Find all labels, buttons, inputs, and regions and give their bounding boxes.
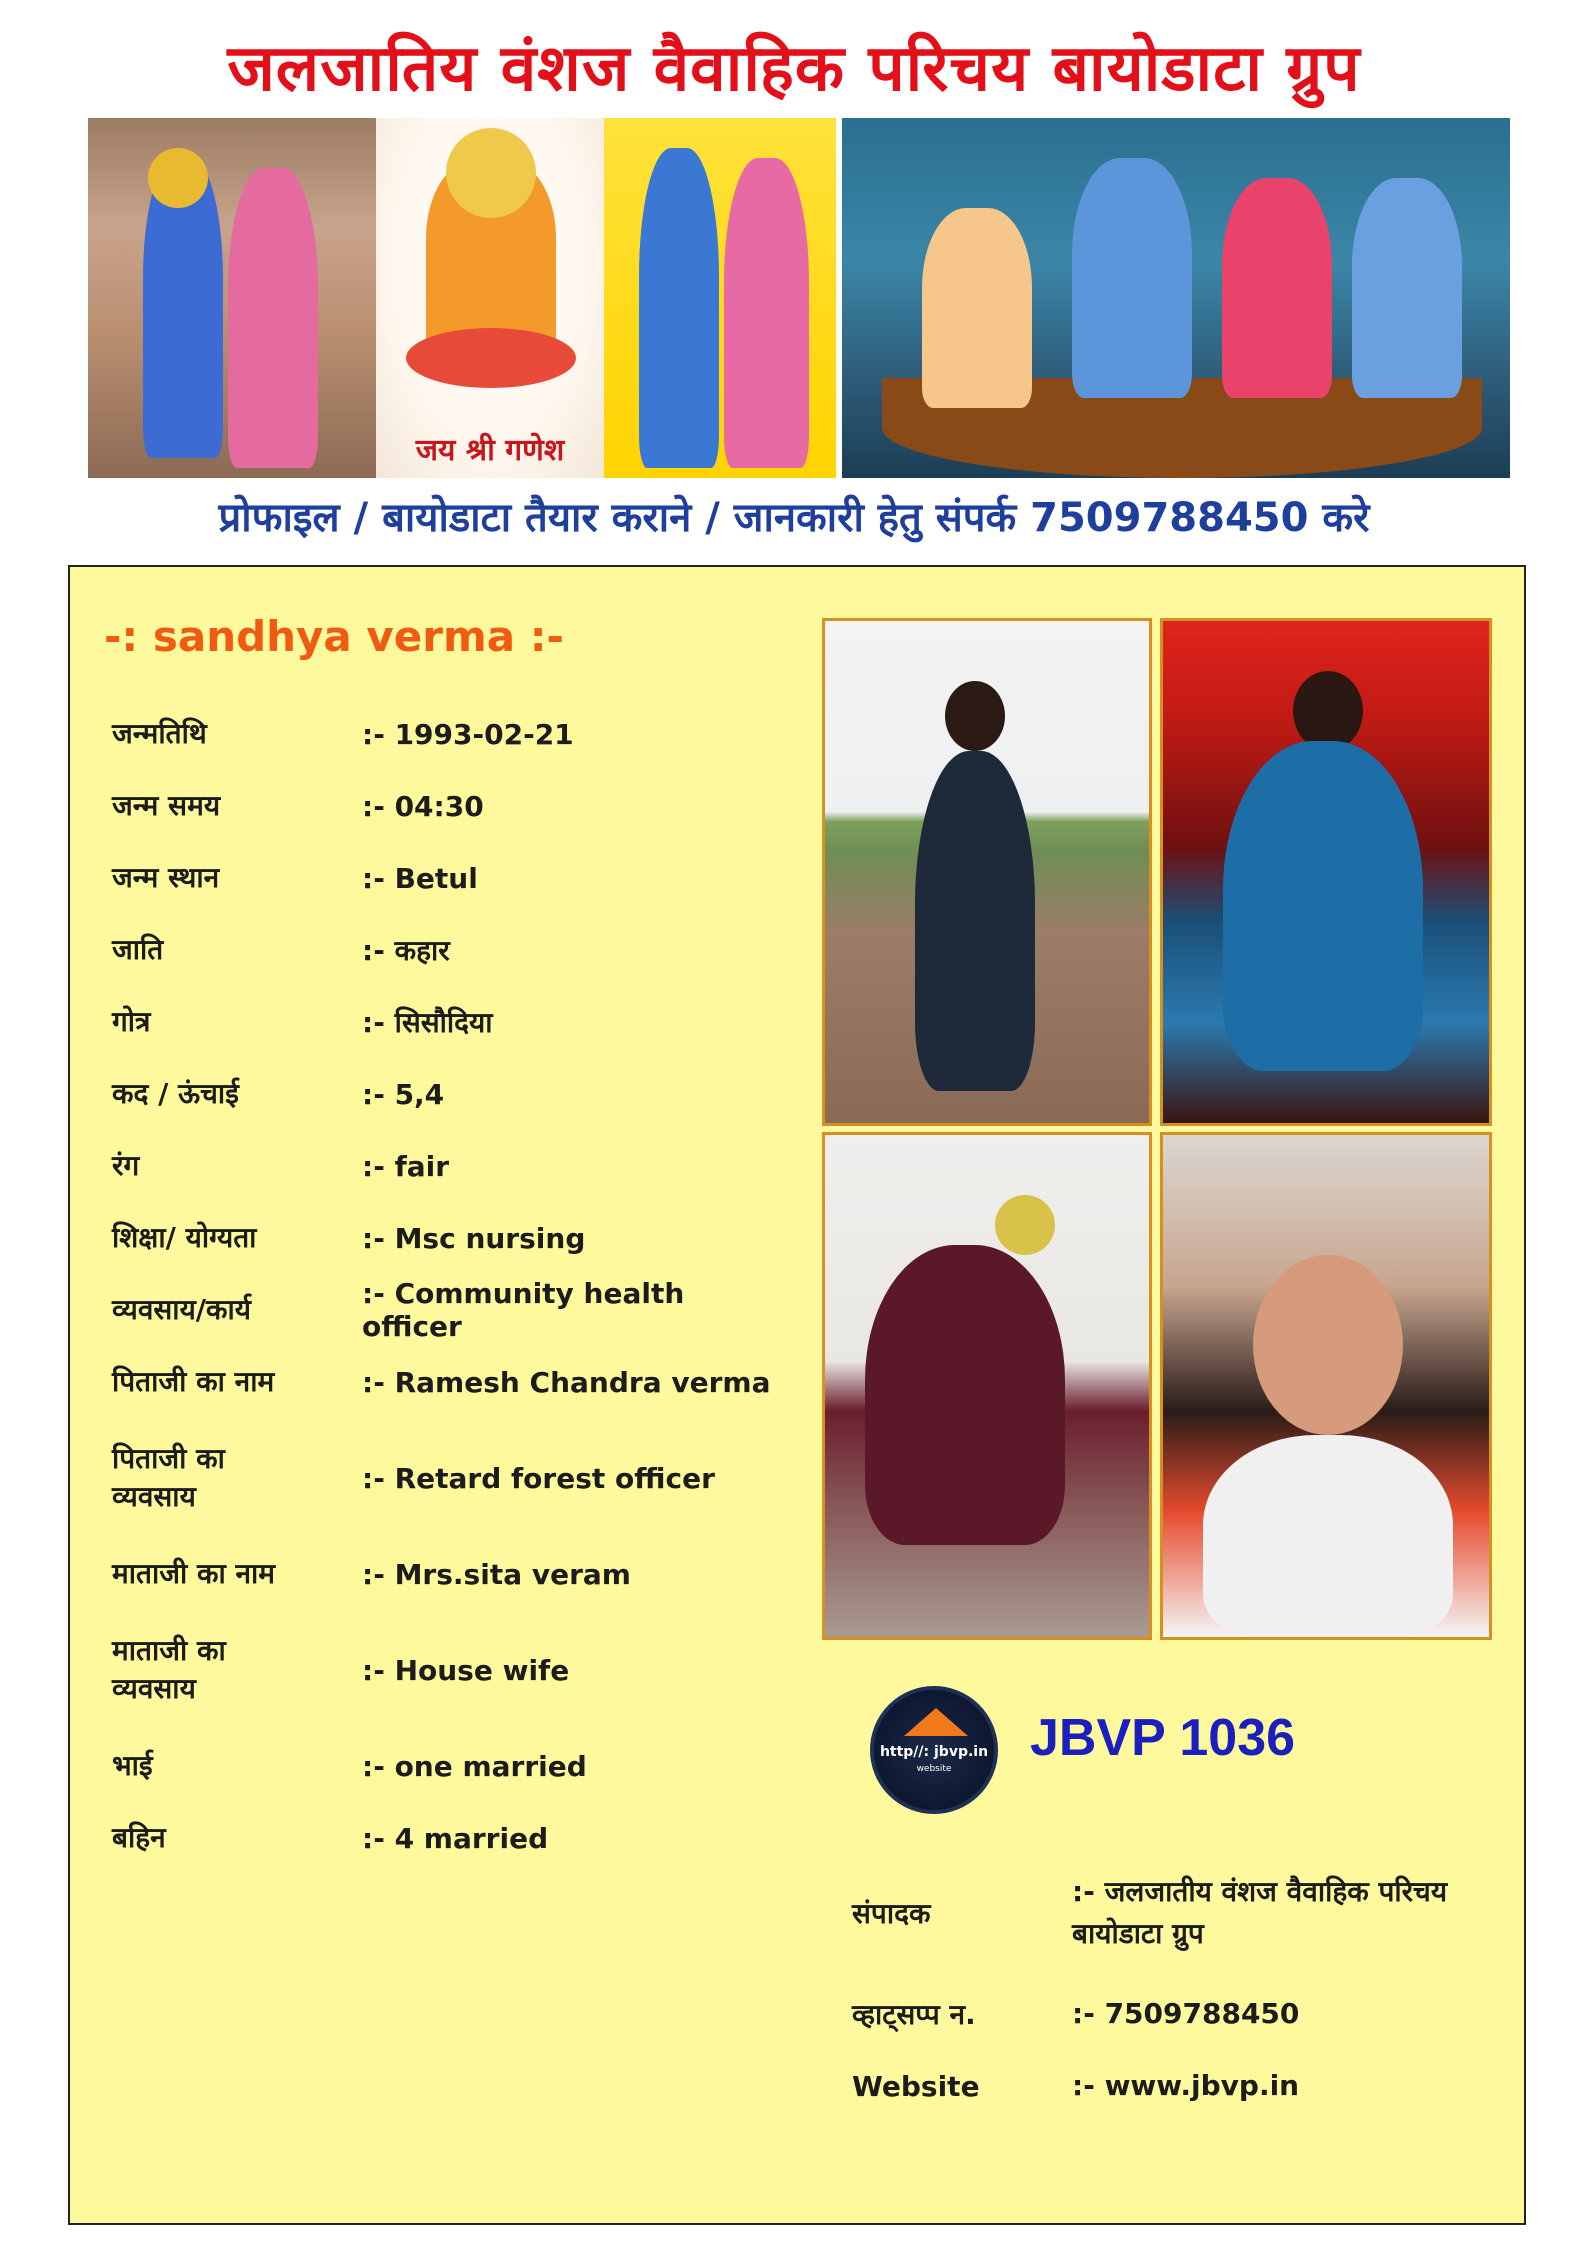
field-label: शिक्षा/ योग्यता: [112, 1221, 257, 1255]
profile-photo: [1160, 1132, 1492, 1640]
field-value: :- 1993-02-21: [362, 717, 574, 751]
field-row: [112, 1730, 792, 1802]
field-value: :- House wife: [362, 1653, 570, 1687]
field-row: [112, 914, 792, 986]
field-value: :- सिसौदिया: [362, 1006, 493, 1039]
banner-image-ganesh: [376, 118, 604, 478]
field-value: :- 4 married: [362, 1821, 549, 1855]
banner: [0, 118, 1588, 478]
logo-sub: website: [916, 1764, 952, 1774]
field-label: पिताजी का व्यवसाय: [112, 1442, 225, 1513]
field-value: :- 04:30: [362, 789, 484, 823]
field-value: :- Betul: [362, 861, 478, 895]
contact-label: व्हाट्सप्प न.: [852, 1998, 976, 2031]
banner-image-ram-sita-wedding: [88, 118, 376, 478]
profile-photo: [1160, 618, 1492, 1126]
contact-label: संपादक: [852, 1897, 931, 1930]
field-label: व्यवसाय/कार्य: [112, 1293, 252, 1327]
field-value: :- Community health officer: [362, 1277, 685, 1343]
field-label: जन्म समय: [112, 789, 221, 823]
field-label: माताजी का नाम: [112, 1557, 276, 1591]
field-label: रंग: [112, 1149, 140, 1183]
field-label: भाई: [112, 1749, 153, 1783]
field-row: [112, 1538, 792, 1610]
banner-image-boat-scene: [842, 118, 1510, 478]
field-row: [112, 1610, 792, 1730]
contact-label: Website: [852, 2069, 980, 2103]
logo-url: http//: jbvp.in: [879, 1744, 989, 1760]
field-value: :- Retard forest officer: [362, 1461, 715, 1495]
ganesh-caption: जय श्री गणेश: [415, 433, 565, 468]
field-value: :- Mrs.sita veram: [362, 1557, 631, 1591]
field-label: माताजी का व्यवसाय: [112, 1634, 226, 1705]
contact-value: :- जलजातीय वंशज वैवाहिक परिचय बायोडाटा ग्रुप: [1072, 1875, 1448, 1950]
field-row: [112, 1274, 792, 1346]
field-label: जाति: [112, 933, 164, 967]
field-value: :- कहार: [362, 934, 450, 967]
field-row: [112, 698, 792, 770]
field-value: :- 5,4: [362, 1077, 445, 1111]
field-row: [112, 1058, 792, 1130]
profile-photo: [822, 618, 1152, 1126]
field-row: [112, 1130, 792, 1202]
profile-fields: [112, 698, 792, 1874]
field-value: :- Ramesh Chandra verma: [362, 1365, 771, 1399]
field-row: [112, 842, 792, 914]
field-label: बहिन: [112, 1821, 166, 1855]
house-icon: [904, 1708, 968, 1736]
field-row: [112, 1802, 792, 1874]
contact-row: [852, 1978, 1472, 2050]
website-logo: [870, 1686, 998, 1814]
field-row: [112, 770, 792, 842]
contact-value: :- 7509788450: [1072, 1997, 1300, 2030]
field-row: [112, 1418, 792, 1538]
field-row: [112, 986, 792, 1058]
field-label: पिताजी का नाम: [112, 1365, 275, 1399]
profile-code: JBVP 1036: [1030, 1709, 1296, 1767]
contact-row: [852, 2050, 1472, 2122]
field-row: [112, 1346, 792, 1418]
field-row: [112, 1202, 792, 1274]
contact-info: [852, 1848, 1472, 2122]
field-value: :- Msc nursing: [362, 1221, 586, 1255]
main-title: जलजातिय वंशज वैवाहिक परिचय बायोडाटा ग्रुप: [227, 32, 1361, 106]
profile-photo: [822, 1132, 1152, 1640]
contact-subtitle: प्रोफाइल / बायोडाटा तैयार कराने / जानकारी हेतु संपर्क 7509788450 करे: [218, 495, 1370, 541]
field-value: :- fair: [362, 1149, 450, 1183]
banner-image-ram-sita: [604, 118, 836, 478]
contact-row: [852, 1848, 1472, 1978]
field-label: जन्म स्थान: [112, 861, 220, 895]
profile-name: -: sandhya verma :-: [104, 612, 564, 661]
field-value: :- one married: [362, 1749, 587, 1783]
field-label: जन्मतिथि: [112, 717, 207, 751]
field-label: गोत्र: [112, 1005, 151, 1039]
field-label: कद / ऊंचाई: [112, 1077, 239, 1111]
contact-value: :- www.jbvp.in: [1072, 2069, 1300, 2102]
